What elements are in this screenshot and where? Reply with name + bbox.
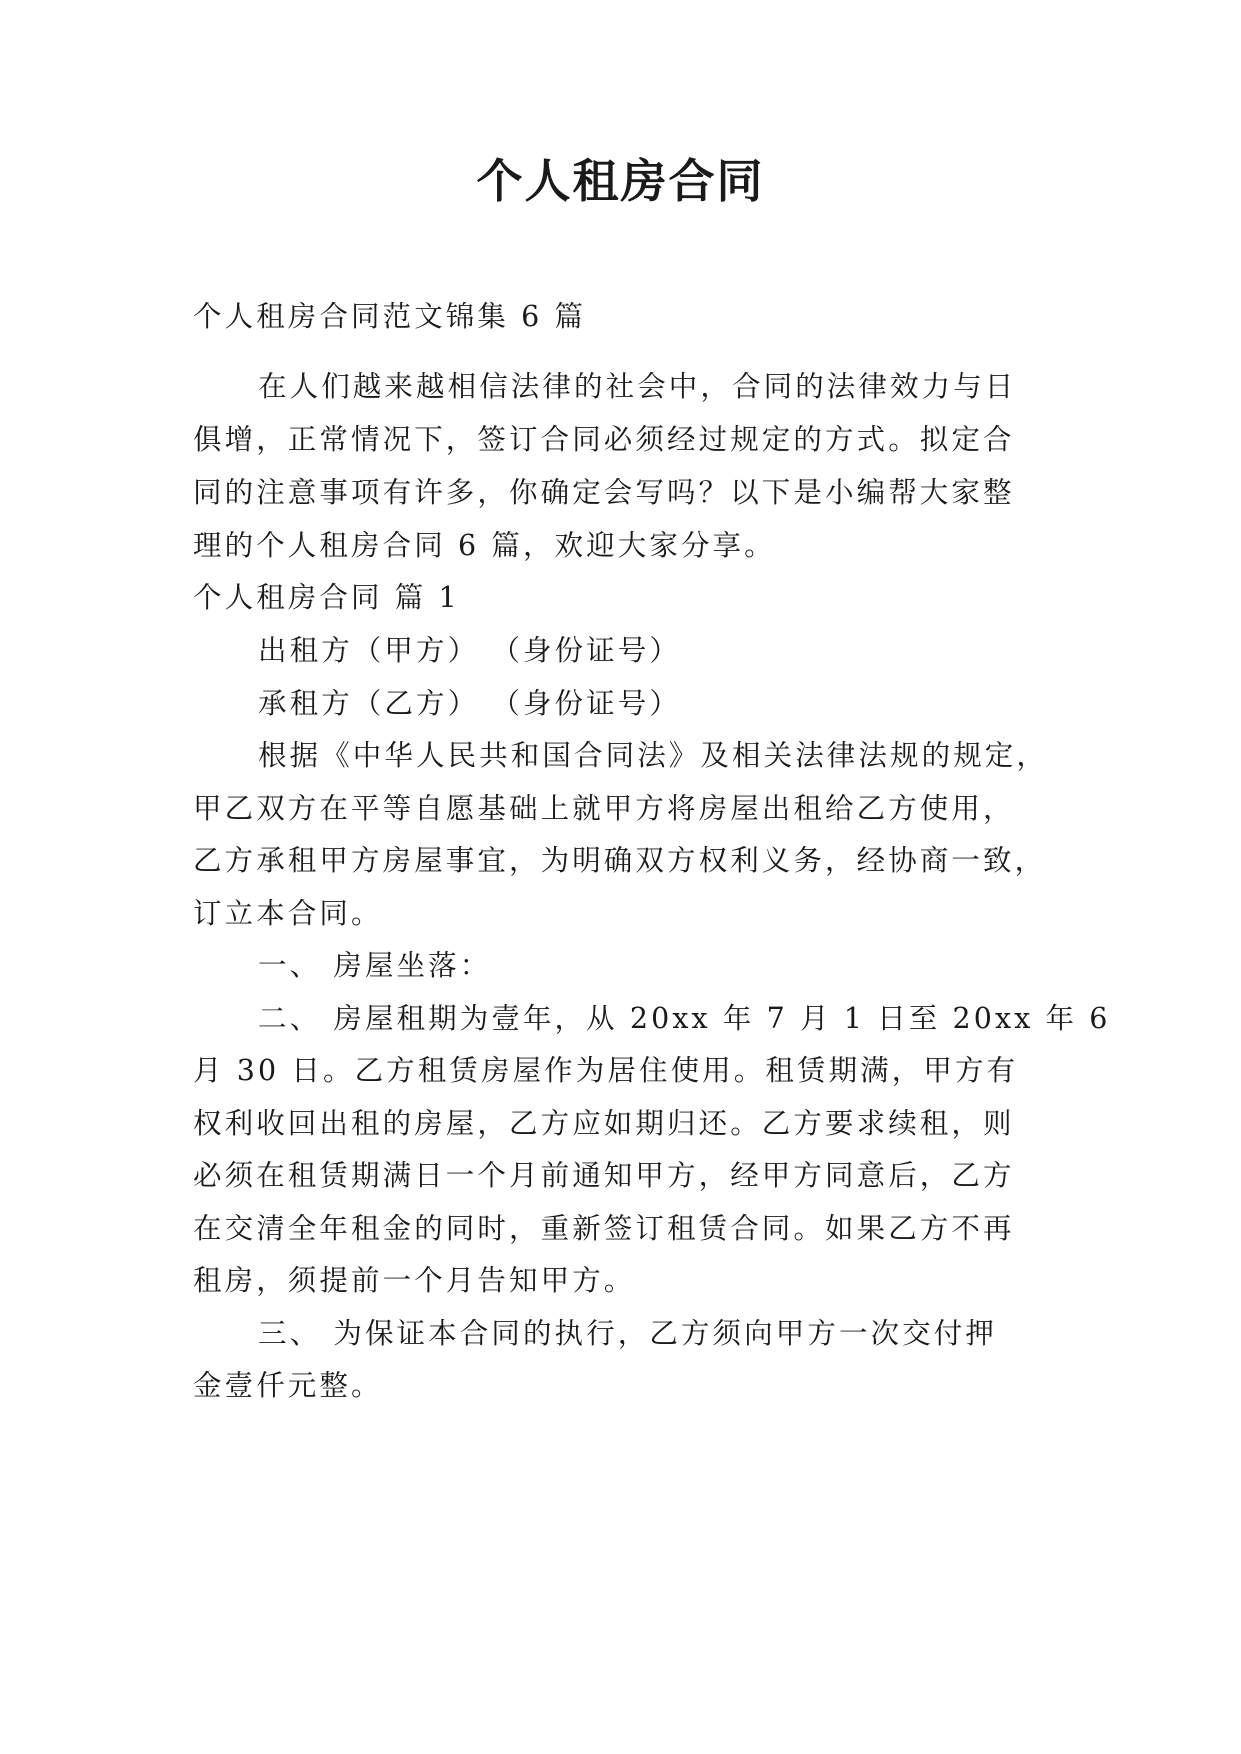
basis-line-4: 订立本合同。 [193,897,383,930]
lessor-line: 出租方（甲方） （身份证号） [258,634,681,667]
clause-3-line-2: 金壹仟元整。 [193,1369,383,1402]
clause-2-line-5: 在交清全年租金的同时，重新签订租赁合同。如果乙方不再 [193,1212,1015,1245]
lessee-line: 承租方（乙方） （身份证号） [258,687,681,720]
intro-line-2: 俱增，正常情况下，签订合同必须经过规定的方式。拟定合 [193,423,1015,456]
clause-2-line-6: 租房，须提前一个月告知甲方。 [193,1264,636,1297]
intro-line-3: 同的注意事项有许多，你确定会写吗？以下是小编帮大家整 [193,476,1015,509]
clause-1-line: 一、 房屋坐落： [258,949,492,982]
basis-line-3: 乙方承租甲方房屋事宜，为明确双方权利义务，经协商一致， [193,844,1047,877]
intro-line-4: 理的个人租房合同 6 篇，欢迎大家分享。 [193,529,776,562]
document-title: 个人租房合同 [476,154,765,208]
section-heading-1: 个人租房合同 篇 1 [193,581,460,614]
intro-line-1: 在人们越来越相信法律的社会中，合同的法律效力与日 [258,370,1017,403]
basis-line-2: 甲乙双方在平等自愿基础上就甲方将房屋出租给乙方使用， [193,792,1015,825]
basis-line-1: 根据《中华人民共和国合同法》及相关法律法规的规定， [258,739,1049,772]
document-subtitle: 个人租房合同范文锦集 6 篇 [193,300,587,333]
clause-2-line-3: 权利收回出租的房屋，乙方应如期归还。乙方要求续租，则 [193,1107,1015,1140]
clause-2-line-1: 二、 房屋租期为壹年，从 20xx 年 7 月 1 日至 20xx 年 6 [258,1002,1111,1035]
clause-2-line-2: 月 30 日。乙方租赁房屋作为居住使用。租赁期满，甲方有 [193,1054,1019,1087]
clause-2-line-4: 必须在租赁期满日一个月前通知甲方，经甲方同意后，乙方 [193,1159,1015,1192]
clause-3-line-1: 三、 为保证本合同的执行，乙方须向甲方一次交付押 [258,1317,997,1350]
